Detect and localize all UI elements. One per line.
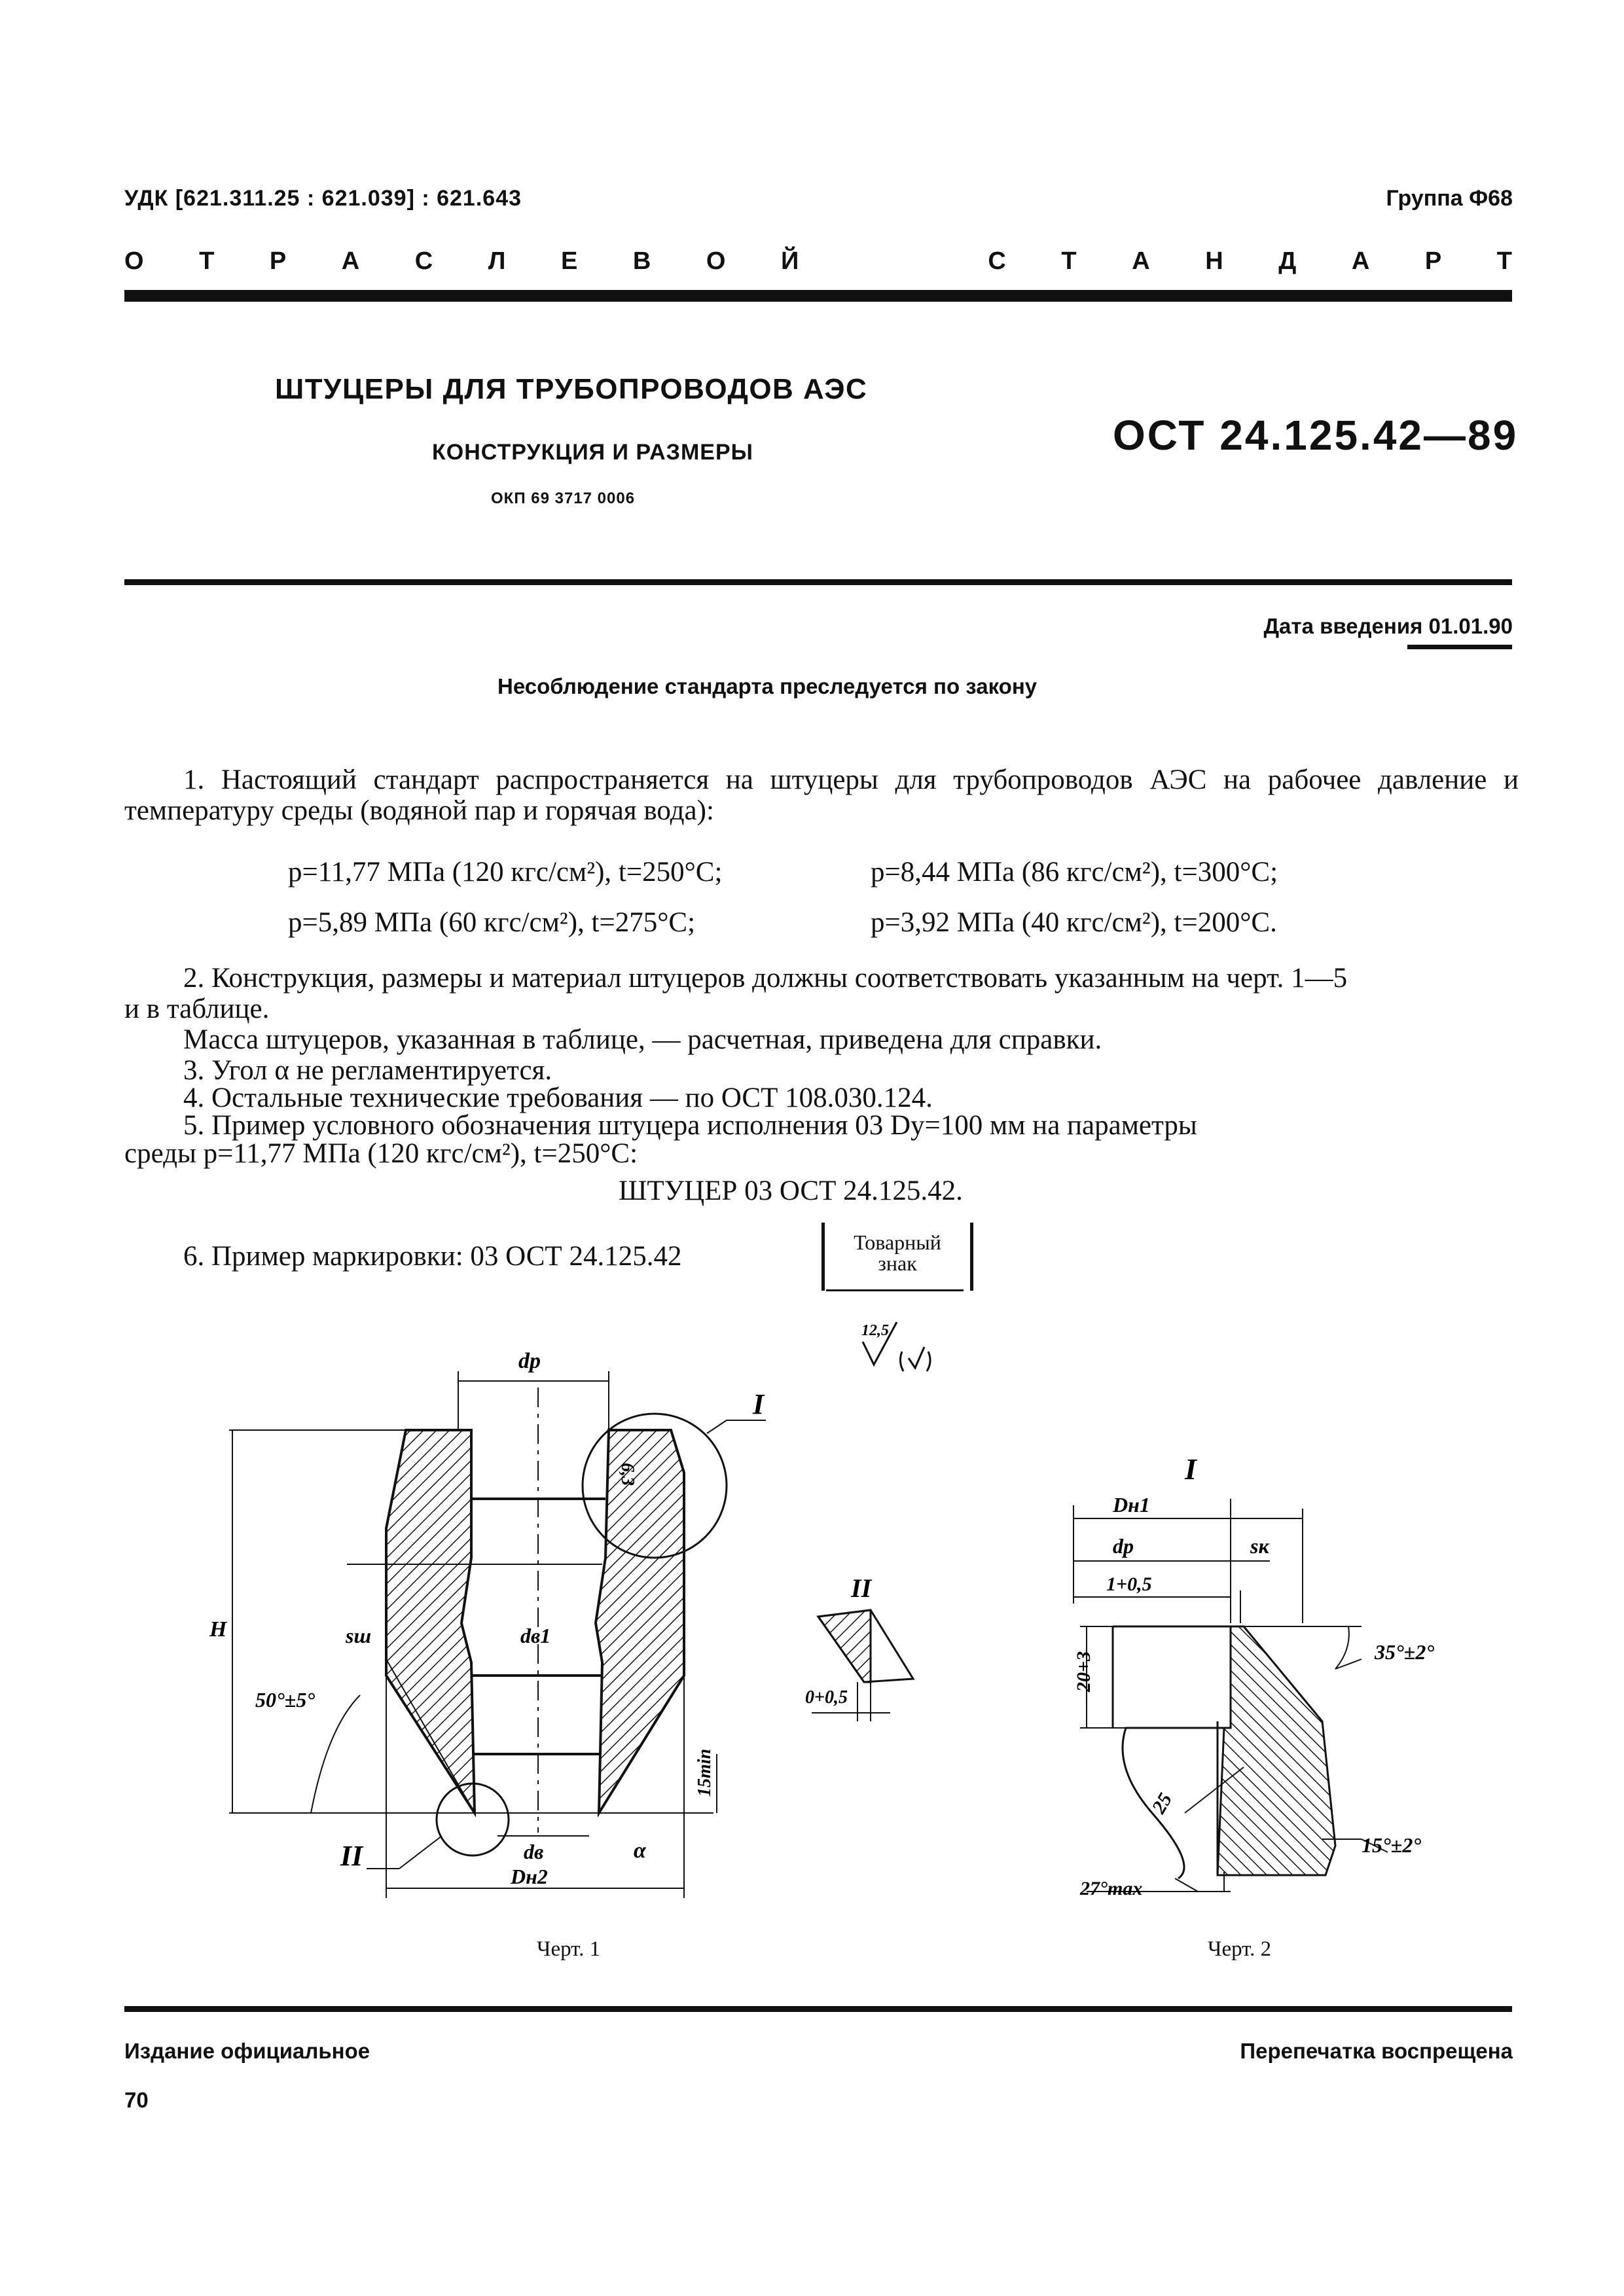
- angle-15-label: 15°±2°: [1362, 1833, 1422, 1857]
- surface-roughness-mark: 12,5: [861, 1322, 889, 1339]
- udk-code: УДК [621.311.25 : 621.039] : 621.643: [124, 186, 522, 211]
- okp-code: ОКП 69 3717 0006: [491, 490, 636, 507]
- paragraph-3: 3. Угол α не регламентируется.: [183, 1055, 552, 1086]
- drawing-1: [229, 1371, 766, 1898]
- angle-50-label: 50°±5°: [255, 1688, 316, 1712]
- radius-25-label: 25: [1147, 1789, 1177, 1818]
- document-subtitle: КОНСТРУКЦИЯ И РАЗМЕРЫ: [432, 440, 753, 465]
- paragraph-6: 6. Пример маркировки: 03 ОСТ 24.125.42: [183, 1241, 682, 1272]
- banner-letter: Й: [781, 247, 799, 275]
- banner-letter: С: [414, 247, 433, 275]
- detail-i-label: I: [1185, 1452, 1197, 1486]
- dn2-label: Dн2: [511, 1865, 548, 1888]
- trademark-text-1: Товарный: [854, 1230, 941, 1254]
- min15-label: 15min: [695, 1748, 715, 1797]
- height-20-label: 20+3: [1073, 1651, 1094, 1692]
- banner-letter: Л: [488, 247, 506, 275]
- group-code: Группа Ф68: [1386, 186, 1513, 211]
- banner-letter: Е: [561, 247, 578, 275]
- footer-rule: [124, 2006, 1512, 2012]
- banner-letter: Р: [269, 247, 287, 275]
- formula-1: p=11,77 МПа (120 кгс/см²), t=250°С;: [288, 857, 723, 888]
- dv-label: dв: [524, 1840, 544, 1863]
- formula-4: p=3,92 МПа (40 кгс/см²), t=200°С.: [871, 907, 1277, 938]
- banner-letter: Д: [1278, 247, 1297, 275]
- callout-i-label: I: [753, 1388, 765, 1420]
- tolerance-1-label: 1+0,5: [1106, 1573, 1152, 1595]
- section-left: [386, 1430, 475, 1813]
- dn1-label: Dн1: [1113, 1493, 1150, 1516]
- reprint-notice: Перепечатка воспрещена: [1240, 2039, 1513, 2063]
- detail-ii-tolerance: 0+0,5: [805, 1687, 848, 1708]
- dv1-label: dв1: [520, 1624, 551, 1647]
- paragraph-1-text: 1. Настоящий стандарт распространяется на штуцеры для трубопроводов АЭС на рабочее давление и температуру среды (водяной пар и горячая вода):: [124, 764, 1519, 826]
- figure-2-caption: Черт. 2: [1208, 1937, 1272, 1961]
- banner-letter: О: [706, 247, 726, 275]
- callout-ii-label: II: [340, 1840, 363, 1872]
- banner-letter: А: [341, 247, 360, 275]
- banner-letter: Т: [1496, 247, 1512, 275]
- detail-ii-label: II: [851, 1573, 872, 1603]
- paragraph-5: 5. Пример условного обозначения штуцера исполнения 03 Dу=100 мм на параметры: [183, 1110, 1197, 1141]
- banner-letter: Н: [1205, 247, 1223, 275]
- standard-number: ОСТ 24.125.42—89: [1113, 412, 1519, 459]
- formula-3: p=5,89 МПа (60 кгс/см²), t=275°С;: [288, 907, 696, 938]
- dp-label-1: dp: [518, 1349, 541, 1373]
- alpha-label: α: [634, 1839, 646, 1863]
- banner-letter: А: [1132, 247, 1150, 275]
- trademark-text-2: знак: [878, 1251, 917, 1275]
- formula-2: p=8,44 МПа (86 кгс/см²), t=300°С;: [871, 857, 1278, 888]
- banner-letter: С: [988, 247, 1006, 275]
- designation-example: ШТУЦЕР 03 ОСТ 24.125.42.: [619, 1175, 963, 1206]
- date-value: 01.01.90: [1428, 614, 1513, 638]
- date-label: Дата введения: [1263, 614, 1429, 638]
- paragraph-4: 4. Остальные технические требования — по ОСТ 108.030.124.: [183, 1083, 933, 1113]
- banner-letter: О: [124, 247, 144, 275]
- roughness-label: 6,3: [617, 1463, 638, 1486]
- banner-letter: Т: [199, 247, 215, 275]
- angle-35-label: 35°±2°: [1375, 1640, 1435, 1664]
- h-dimension-label: H: [209, 1617, 227, 1641]
- document-title: ШТУЦЕРЫ ДЛЯ ТРУБОПРОВОДОВ АЭС: [275, 373, 868, 405]
- figure-1-caption: Черт. 1: [537, 1937, 601, 1961]
- sw-label: sш: [346, 1624, 372, 1647]
- page-number: 70: [124, 2088, 149, 2112]
- paragraph-2-continuation: и в таблице.: [124, 994, 270, 1024]
- mass-note: Масса штуцеров, указанная в таблице, — расчетная, приведена для справки.: [183, 1024, 1102, 1055]
- dp-label-2: dp: [1113, 1534, 1134, 1558]
- sk-label: sк: [1250, 1534, 1269, 1558]
- official-edition-label: Издание официальное: [124, 2039, 370, 2063]
- banner-letter: В: [632, 247, 651, 275]
- drawing-2: [1074, 1499, 1388, 1892]
- law-notice: Несоблюдение стандарта преследуется по закону: [497, 674, 1038, 698]
- banner-letter: А: [1351, 247, 1370, 275]
- angle-27-label: 27°max: [1080, 1878, 1143, 1899]
- banner-letter: Т: [1061, 247, 1077, 275]
- banner-letter: Р: [1424, 247, 1442, 275]
- section-right: [596, 1430, 684, 1813]
- paragraph-2: 2. Конструкция, размеры и материал штуцеров должны соответствовать указанным на черт. 1—5: [183, 963, 1348, 994]
- paragraph-5-continuation: среды p=11,77 МПа (120 кгс/см²), t=250°С:: [124, 1138, 638, 1169]
